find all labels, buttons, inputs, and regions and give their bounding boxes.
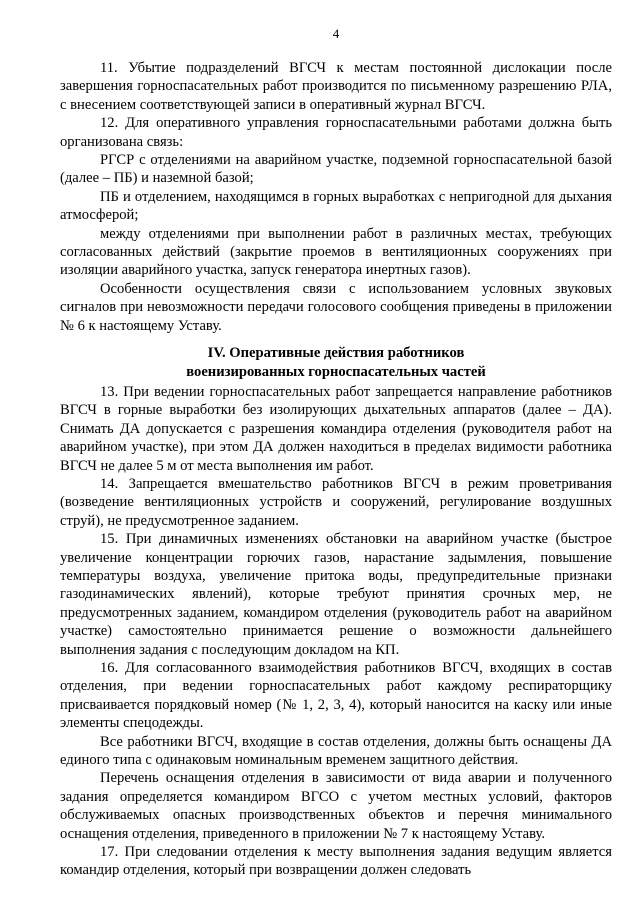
- paragraph-12: 12. Для оперативного управления горноспасательными работами должна быть организована связь:: [60, 115, 612, 150]
- paragraph-16-list: Перечень оснащения отделения в зависимости от вида аварии и полученного задания определяется командиром ВГСО с учетом местных условий, факторов обслуживаемых опасных производственных объектов и перечня минимального оснащения отделения, приведенного в приложении № 7 к настоящему Уставу.: [60, 770, 612, 842]
- paragraph-13: 13. При ведении горноспасательных работ запрещается направление работников ВГСЧ в горные выработки без изолирующих дыхательных аппаратов (далее – ДА). Снимать ДА допускается с разрешения командира отделения (руководителя работ на аварийном участке), при этом ДА должен находиться в пределах видимости работника ВГСЧ не далее 5 м от места выполнения им работ.: [60, 383, 612, 474]
- section-title-line-1: IV. Оперативные действия работников: [207, 345, 465, 362]
- section-title-line-2: военизированных горноспасательных частей: [186, 363, 486, 380]
- paragraph-17: 17. При следовании отделения к месту выполнения задания ведущим является командир отделения, который при возвращении должен следовать: [60, 844, 612, 879]
- paragraph-16-equipment: Все работники ВГСЧ, входящие в состав отделения, должны быть оснащены ДА единого типа с одинаковым номинальным временем защитного действия.: [60, 733, 612, 769]
- paragraph-14: 14. Запрещается вмешательство работников ВГСЧ в режим проветривания (возведение вентиляционных устройств и сооружений, регулирование воздушных струй), не предусмотренное заданием.: [60, 475, 612, 529]
- paragraph-12-item-1: РГСР с отделениями на аварийном участке, подземной горноспасательной базой (далее – ПБ) и наземной базой;: [60, 152, 612, 187]
- paragraph-11: 11. Убытие подразделений ВГСЧ к местам постоянной дислокации после завершения горноспасательных работ производится по письменному разрешению РЛА, с внесением соответствующей записи в оперативный журнал ВГСЧ.: [60, 60, 612, 113]
- paragraph-12-item-2: ПБ и отделением, находящимся в горных выработках с непригодной для дыхания атмосферой;: [60, 188, 612, 224]
- paragraph-16: 16. Для согласованного взаимодействия работников ВГСЧ, входящих в состав отделения, при ведении горноспасательных работ каждому респираторщику присваивается порядковый номер (№ 1, 2, 3, 4), который наносится на каску или иные элементы спецодежды.: [60, 660, 612, 732]
- page-number: 4: [332, 26, 340, 41]
- paragraph-12-item-3: между отделениями при выполнении работ в различных местах, требующих согласованных действий (закрытие проемов в вентиляционных сооружениях при изоляции аварийного участка, запуск генератора инертных газов).: [60, 225, 612, 279]
- paragraph-15: 15. При динамичных изменениях обстановки на аварийном участке (быстрое увеличение концентрации горючих газов, нарастание задымления, повышение температуры воздуха, увеличение притока воды, предупредительные признаки газодинамических явлений), которые требуют принятия срочных мер, не предусмотренных заданием, командиром отделения (руководитель работ на аварийном участке) самостоятельно принимается решение о возможности дальнейшего выполнения задания с последующим докладом на КП.: [60, 531, 612, 658]
- section-heading: [60, 344, 612, 381]
- paragraph-12-note: Особенности осуществления связи с использованием условных звуковых сигналов при невозможности передачи голосового сообщения приведены в приложении № 6 к настоящему Уставу.: [60, 280, 612, 334]
